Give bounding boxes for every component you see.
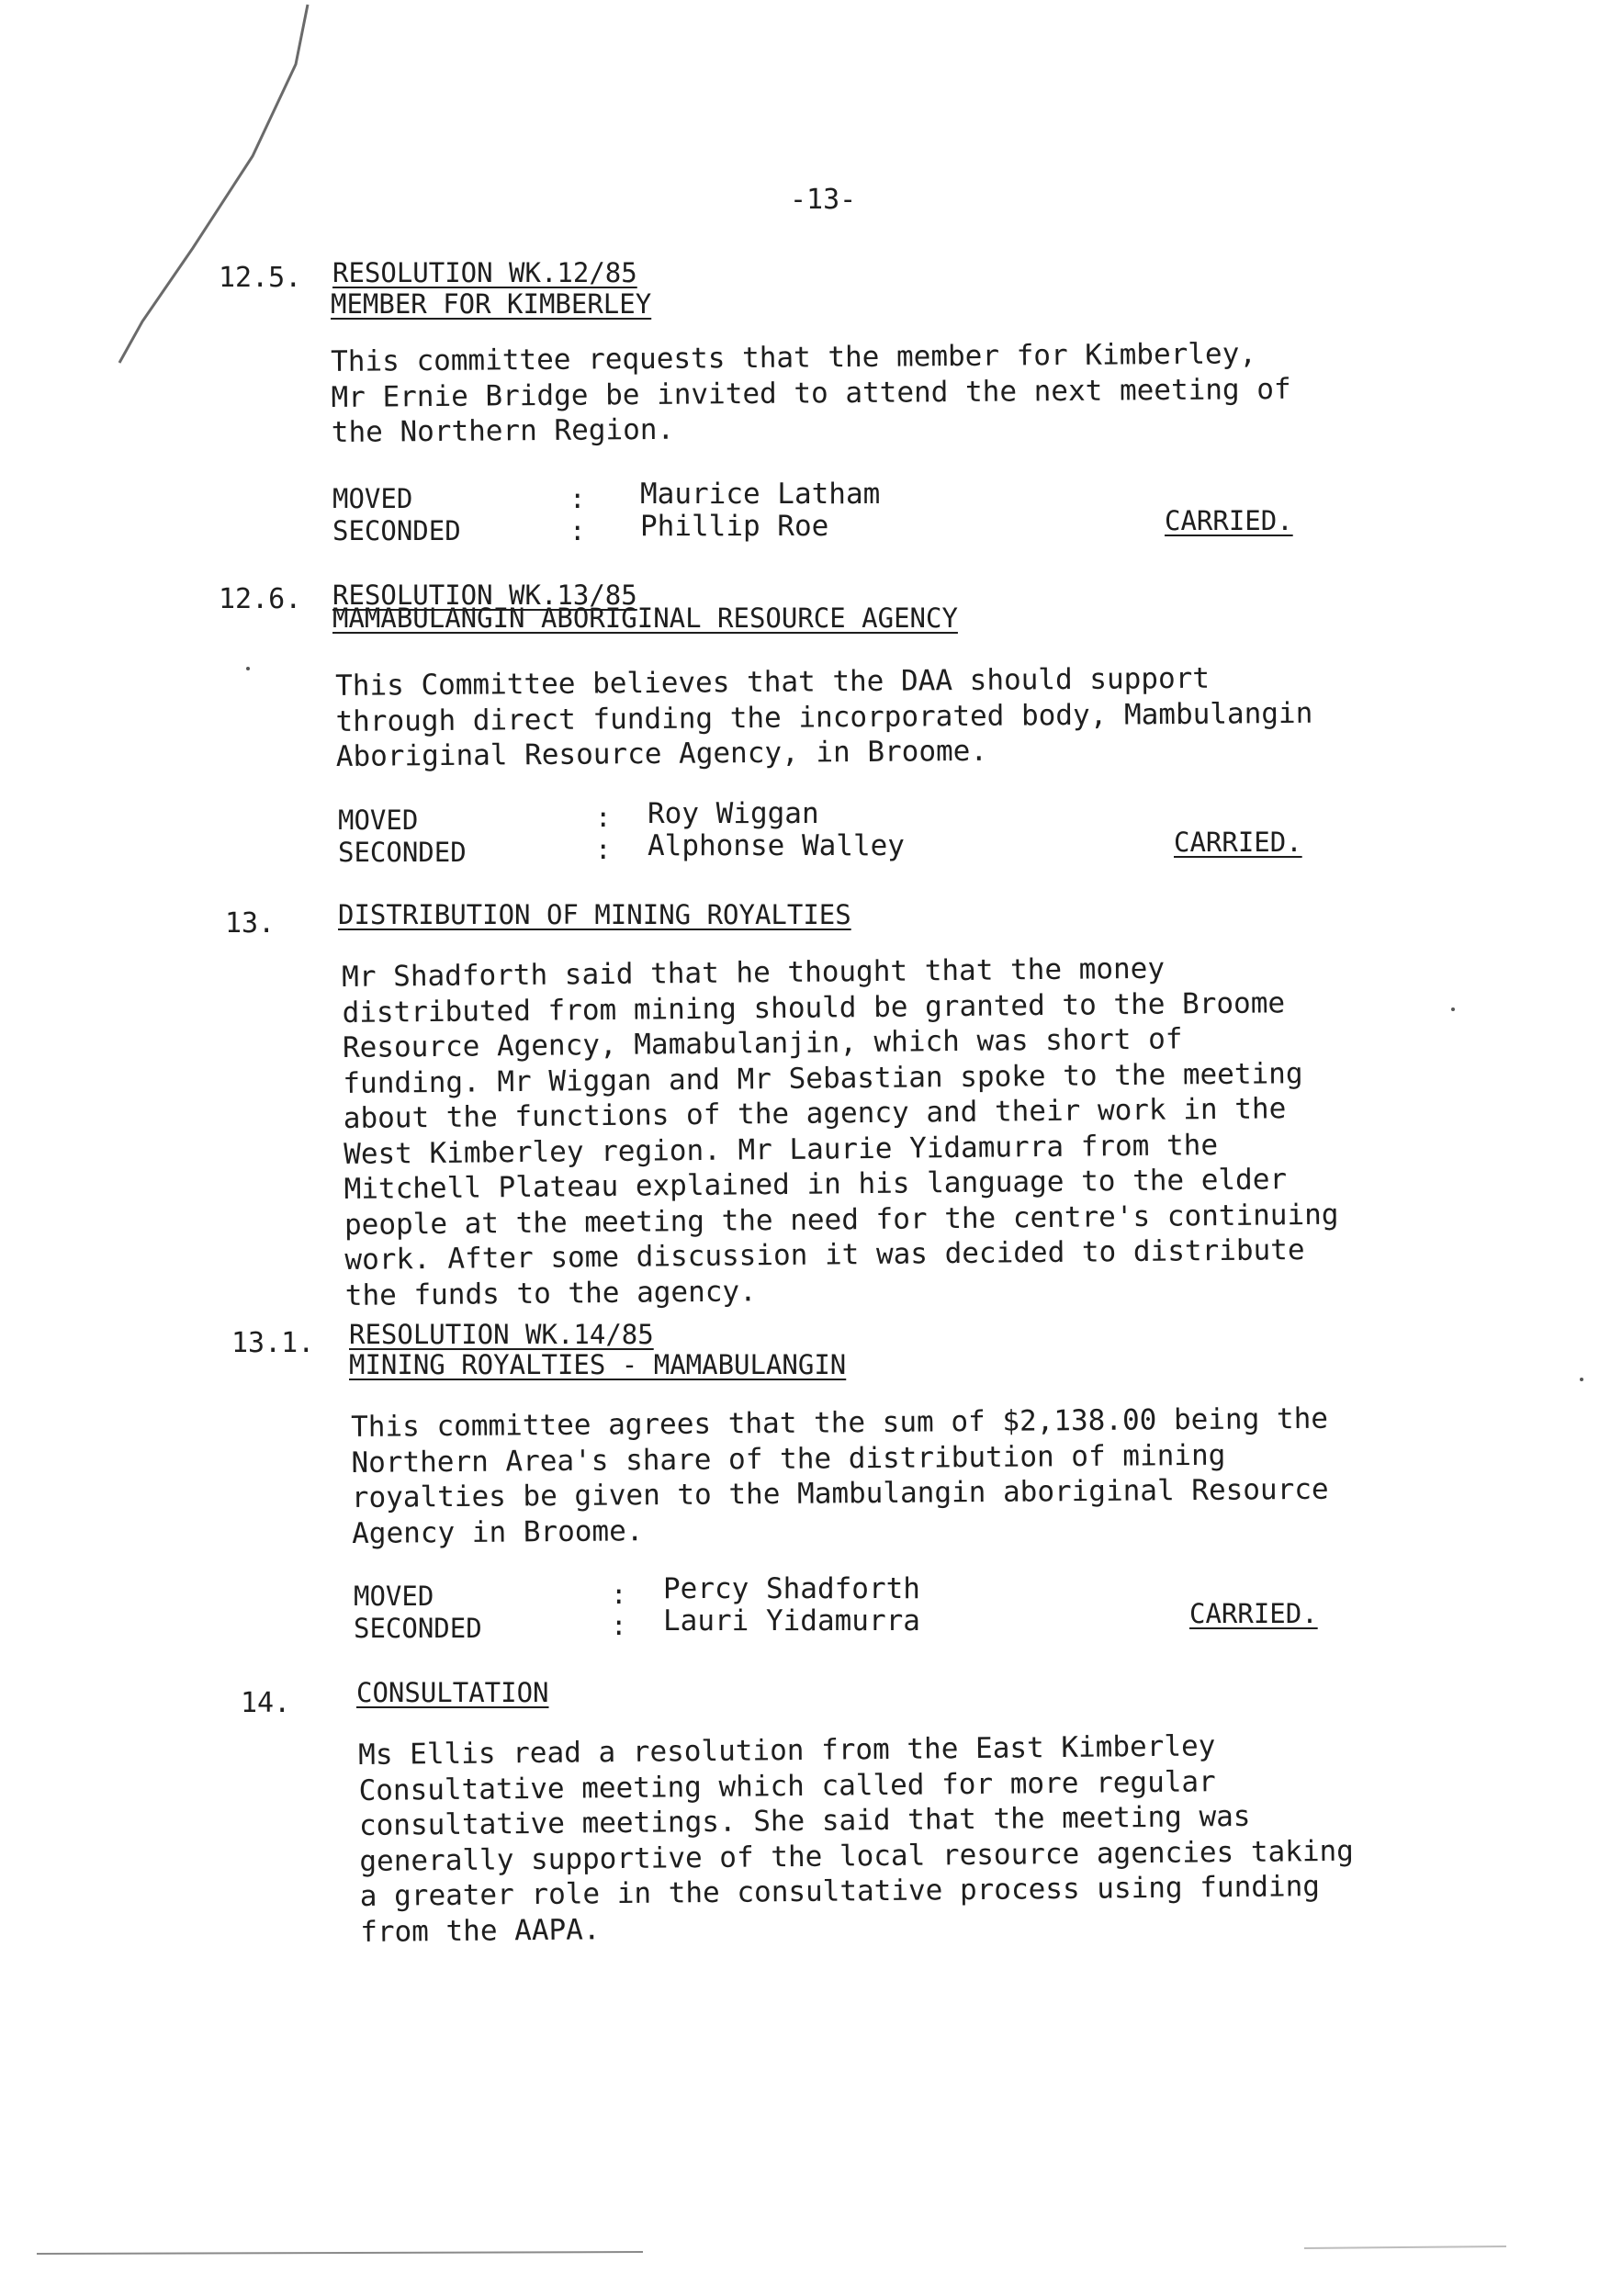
text-line: the funds to the agency. [344,1274,757,1312]
seconded-label: SECONDED [354,1613,482,1644]
seconded-by: Lauri Yidamurra [663,1604,920,1638]
text-line: the Northern Region. [331,412,675,449]
text-line: people at the meeting the need for the centre's continuing [344,1198,1339,1242]
pen-stroke-mark [55,0,331,386]
section-number: 13. [225,907,276,940]
scan-edge-line-bottom [0,2241,1622,2268]
carried-status: CARRIED. [1165,505,1293,536]
carried-status: CARRIED. [1189,1598,1318,1629]
text-line: from the AAPA. [360,1912,601,1949]
moved-by: Percy Shadforth [663,1572,920,1605]
text-line: funding. Mr Wiggan and Mr Sebastian spoke to the meeting [343,1056,1303,1100]
seconded-by: Alphonse Walley [648,829,905,862]
moved-by: Maurice Latham [640,478,881,511]
text-line: royalties be given to the Mambulangin aboriginal Resource [351,1472,1329,1514]
text-line: Mr Ernie Bridge be invited to attend the next meeting of [331,372,1291,414]
section-heading: DISTRIBUTION OF MINING ROYALTIES [338,899,851,930]
resolution-id: RESOLUTION WK.13/85 [332,580,637,611]
resolution-title: MAMABULANGIN ABORIGINAL RESOURCE AGENCY [332,602,958,634]
text-line: This committee requests that the member for Kimberley, [331,337,1257,378]
text-line: This Committee believes that the DAA should support [335,661,1211,703]
seconded-colon: : [569,515,586,546]
moved-label: MOVED [354,1581,434,1612]
text-line: distributed from mining should be granted to the Broome [342,985,1286,1030]
text-line: Resource Agency, Mamabulanjin, which was short of [342,1022,1183,1064]
section-number: 13.1. [231,1327,315,1359]
section-number: 12.5. [219,262,302,294]
resolution-title: MEMBER FOR KIMBERLEY [331,288,652,320]
section-text [358,1725,1582,1950]
moved-colon: : [611,1579,627,1610]
seconded-by: Phillip Roe [640,510,829,543]
text-line: Agency in Broome. [352,1514,644,1550]
text-line: Mr Shadforth said that he thought that the money [342,951,1166,994]
seconded-colon: : [611,1610,627,1641]
resolution-text [351,1399,1573,1551]
scan-speck [1580,1378,1583,1381]
text-line: generally supportive of the local resource agencies taking [359,1834,1355,1878]
text-line: through direct funding the incorporated body, Mambulangin [335,696,1313,738]
moved-label: MOVED [338,805,419,836]
section-number: 12.6. [219,583,302,615]
moved-label: MOVED [332,483,413,514]
section-heading: CONSULTATION [356,1677,549,1708]
text-line: Mitchell Plateau explained in his language to the elder [344,1163,1288,1206]
page-number: -13- [790,184,857,216]
resolution-text [331,334,1526,451]
carried-status: CARRIED. [1174,827,1302,858]
section-text [342,947,1567,1313]
moved-colon: : [595,802,612,833]
moved-by: Roy Wiggan [648,797,819,830]
text-line: Aboriginal Resource Agency, in Broome. [335,734,988,773]
text-line: Ms Ellis read a resolution from the East Kimberley [358,1729,1216,1772]
text-line: work. After some discussion it was decided to distribute [344,1233,1305,1277]
scan-speck [246,667,250,670]
text-line: consultative meetings. She said that the meeting was [358,1799,1251,1842]
resolution-id: RESOLUTION WK.14/85 [349,1319,654,1350]
moved-colon: : [569,483,586,514]
text-line: West Kimberley region. Mr Laurie Yidamurra from the [344,1128,1219,1171]
resolution-id: RESOLUTION WK.12/85 [332,257,637,288]
text-line: Consultative meeting which called for more regular [358,1764,1216,1807]
seconded-colon: : [595,834,612,865]
seconded-label: SECONDED [332,515,461,546]
text-line: Northern Area's share of the distribution of mining [351,1438,1226,1480]
resolution-text [335,658,1530,775]
resolution-title: MINING ROYALTIES - MAMABULANGIN [349,1349,847,1380]
text-line: This committee agrees that the sum of $2,138.00 being the [351,1401,1329,1444]
seconded-label: SECONDED [338,837,467,868]
text-line: about the functions of the agency and their work in the [343,1092,1287,1135]
section-number: 14. [241,1687,291,1719]
text-line: a greater role in the consultative process using funding [359,1870,1321,1913]
